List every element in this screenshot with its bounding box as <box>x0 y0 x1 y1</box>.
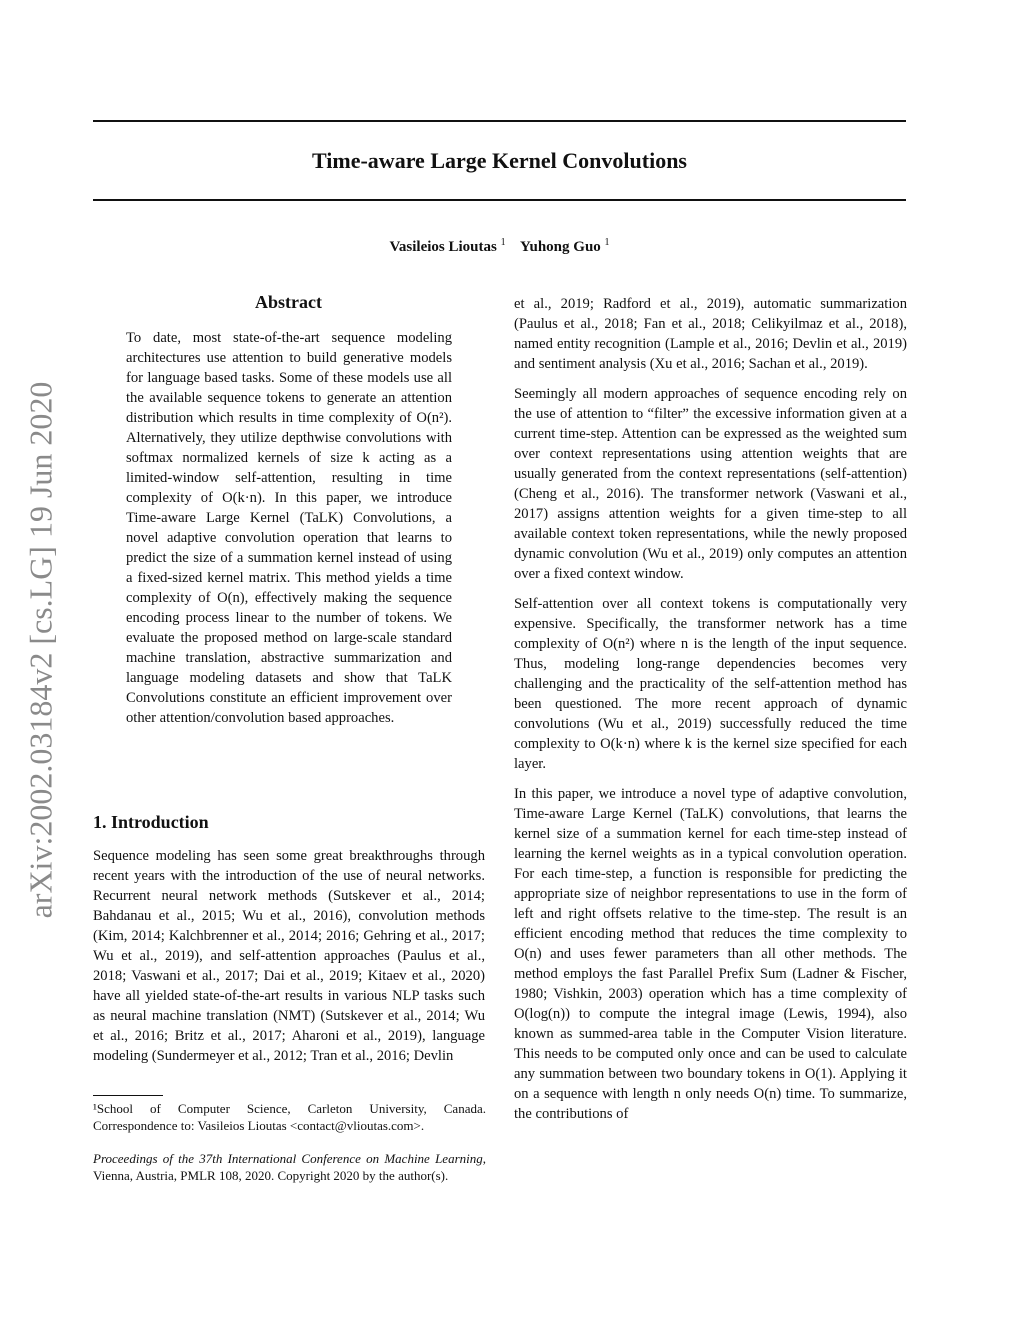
proceedings-note: Proceedings of the 37th International Conference on Machine Learning, Vienna, Austria, PMLR 108, 2020. Copyright 2020 by the author(s). <box>93 1151 486 1183</box>
paragraph: Seemingly all modern approaches of sequence encoding rely on the use of attention to “filter” the excessive information given at a current time-step. Attention can be expressed as the weighted sum over context representations using attention weights that are usually generated from the context representations (self-attention) (Cheng et al., 2016). The transformer network (Vaswani et al., 2017) assigns attention weights for a given time-step to all available context token representations, while the newly proposed dynamic convolution (Wu et al., 2019) only computes an attention over a fixed context window. <box>514 386 907 582</box>
author-affiliation: 1 <box>500 237 506 248</box>
author-name: Yuhong Guo <box>520 239 601 255</box>
paragraph: In this paper, we introduce a novel type of adaptive convolution, Time-aware Large Kernel (TaLK) convolutions, that learns the kernel size of a summation kernel for each time-step instead of learning the kernel weights as in a typical convolution operation. For each time-step, a function is responsible for predicting the appropriate size of neighbor representations to use in the form of left and right offsets relative to the time-step. The result is an efficient encoding method that reduces the time complexity to O(n) and uses fewer parameters than all other methods. The method employs the fast Parallel Prefix Sum (Ladner & Fischer, 1980; Vishkin, 2003) operation which has a time complexity of O(log(n)) to compute the integral image (Lewis, 1994), also known as summed-area table in the Computer Vision literature. This needs to be computed only once and can be used to calculate any summation between two boundary tokens in O(1). Applying it on a sequence with length n only needs O(n) time. To summarize, the contributions of <box>514 786 907 1122</box>
author-list <box>93 237 906 256</box>
paper-title: Time-aware Large Kernel Convolutions <box>312 148 687 173</box>
title-bottom-rule <box>93 199 906 201</box>
introduction-text: Sequence modeling has seen some great breakthroughs through recent years with the introduction of the use of neural networks. Recurrent neural network methods (Sutskever et al., 2014; Bahdanau et al., 2015; Wu et al., 2016), convolution methods (Kim, 2014; Kalchbrenner et al., 2014; 2016; Gehring et al., 2017; Wu et al., 2019), and self-attention approaches (Paulus et al., 2018; Vaswani et al., 2017; Dai et al., 2019; Kitaev et al., 2020) have all yielded state-of-the-art results in various NLP tasks such as neural machine translation (NMT) (Sutskever et al., 2014; Wu et al., 2016; Britz et al., 2017; Aharoni et al., 2019), language modeling (Sundermeyer et al., 2012; Tran et al., 2016; Devlin <box>93 848 485 1064</box>
affiliation-footnote: ¹School of Computer Science, Carleton University, Canada. Correspondence to: Vasileios Lioutas <contact@vlioutas.com>. <box>93 1101 486 1133</box>
paragraph: Self-attention over all context tokens is computationally very expensive. Specifically, the transformer network has a time complexity of O(n²) where n is the length of the input sequence. Thus, modeling long-range dependencies becomes very challenging and the practicality of the self-attention method has been questioned. The more recent approach of dynamic convolutions (Wu et al., 2019) successfully reduced the time complexity to O(k·n) where k is the kernel size specified for each layer. <box>514 596 907 772</box>
abstract-text: To date, most state-of-the-art sequence modeling architectures use attention to build generative models for language based tasks. Some of these models use all the available sequence tokens to generate an attention distribution which results in time complexity of O(n²). Alternatively, they utilize depthwise convolutions with softmax normalized kernels of size k acting as a limited-window self-attention, resulting in time complexity of O(k·n). In this paper, we introduce Time-aware Large Kernel (TaLK) Convolutions, a novel adaptive convolution operation that learns to predict the size of a summation kernel instead of using a fixed-sized kernel matrix. This method yields a time complexity of O(n), effectively making the sequence encoding process linear to the number of tokens. We evaluate the proposed method on large-scale standard machine translation, abstractive summarization and language modeling datasets and show that TaLK Convolutions constitute an efficient improvement over other attention/convolution based approaches. <box>126 330 452 726</box>
arxiv-stamp: arXiv:2002.03184v2 [cs.LG] 19 Jun 2020 <box>22 381 59 919</box>
introduction-heading: 1. Introduction <box>93 812 209 832</box>
right-column <box>514 294 907 1134</box>
paragraph: et al., 2019; Radford et al., 2019), automatic summarization (Paulus et al., 2018; Fan et al., 2018; Celikyilmaz et al., 2018), named entity recognition (Lample et al., 2016; Devlin et al., 2019) and sentiment analysis (Xu et al., 2016; Sachan et al., 2019). <box>514 296 907 372</box>
abstract-heading: Abstract <box>255 292 322 312</box>
footnote-rule <box>93 1095 163 1096</box>
author-affiliation: 1 <box>604 237 610 248</box>
author-name: Vasileios Lioutas <box>389 239 497 255</box>
title-top-rule <box>93 120 906 122</box>
